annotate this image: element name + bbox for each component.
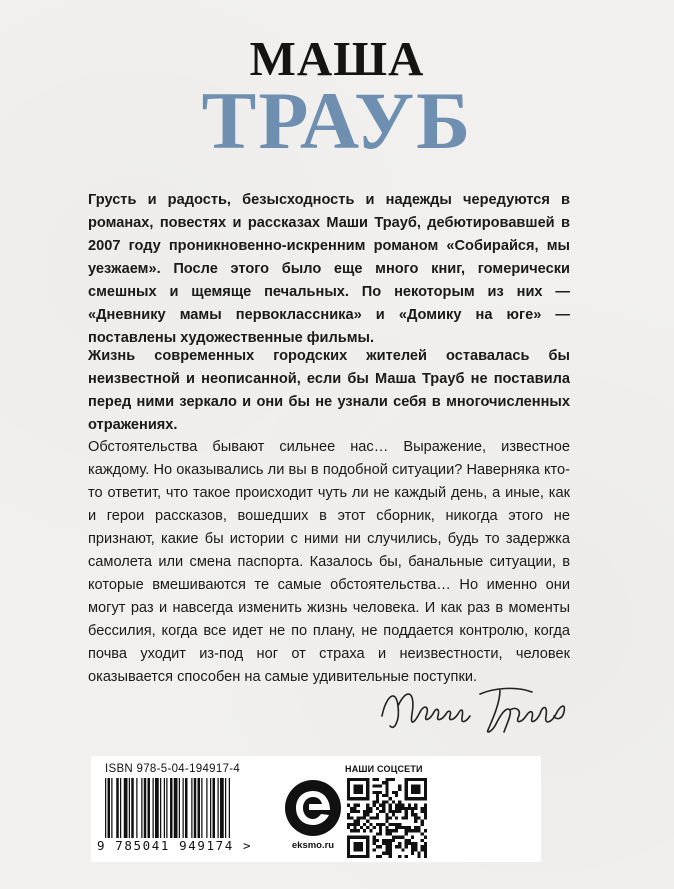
qr-module (389, 855, 392, 858)
barcode-bar (198, 778, 201, 838)
qr-module (395, 816, 398, 819)
qr-module (385, 816, 388, 819)
qr-module (389, 845, 392, 848)
qr-module (347, 826, 350, 829)
qr-module (398, 826, 401, 829)
qr-module (347, 804, 350, 807)
barcode-bar (164, 778, 165, 838)
qr-module (385, 778, 388, 781)
qr-module (392, 839, 395, 842)
qr-module (366, 813, 369, 816)
qr-module (398, 855, 401, 858)
qr-module (376, 797, 379, 800)
qr-module (417, 826, 420, 829)
qr-module (405, 842, 408, 845)
qr-module (408, 839, 411, 842)
qr-module (385, 820, 388, 823)
qr-module (373, 842, 376, 845)
qr-module (360, 816, 363, 819)
qr-module (417, 816, 420, 819)
qr-module (385, 848, 388, 851)
qr-module (421, 823, 424, 826)
qr-module (421, 820, 424, 823)
author-signature (376, 676, 576, 746)
qr-module (411, 848, 414, 851)
qr-module (353, 826, 356, 829)
qr-module (395, 829, 398, 832)
qr-module (421, 848, 424, 851)
qr-module (376, 784, 379, 787)
qr-module (389, 778, 392, 781)
qr-module (369, 807, 372, 810)
qr-module (389, 829, 392, 832)
qr-module (421, 810, 424, 813)
qr-module (405, 829, 408, 832)
qr-module (357, 820, 360, 823)
qr-module (373, 778, 376, 781)
qr-module (401, 816, 404, 819)
qr-module (414, 826, 417, 829)
qr-module (395, 794, 398, 797)
qr-module (424, 842, 427, 845)
qr-module (376, 791, 379, 794)
qr-module (363, 823, 366, 826)
qr-module (389, 804, 392, 807)
qr-module (401, 804, 404, 807)
qr-module (392, 778, 395, 781)
qr-module (401, 826, 404, 829)
qr-module (373, 826, 376, 829)
qr-module (357, 829, 360, 832)
qr-module (414, 845, 417, 848)
qr-module (408, 842, 411, 845)
qr-module (405, 855, 408, 858)
qr-module (382, 804, 385, 807)
qr-module (405, 826, 408, 829)
barcode-bar (213, 778, 216, 838)
qr-module (379, 845, 382, 848)
qr-module (357, 804, 360, 807)
qr-module (405, 839, 408, 842)
qr-module (379, 826, 382, 829)
qr-module (373, 804, 376, 807)
qr-module (389, 832, 392, 835)
barcode-bar (129, 778, 130, 838)
qr-module (376, 800, 379, 803)
qr-module (411, 842, 414, 845)
qr-module (353, 804, 356, 807)
qr-module (392, 823, 395, 826)
qr-module (379, 829, 382, 832)
qr-module (382, 807, 385, 810)
qr-module (398, 836, 401, 839)
qr-module (389, 842, 392, 845)
isbn-label: ISBN 978-5-04-194917-4 (105, 763, 241, 775)
qr-module (385, 791, 388, 794)
qr-module (405, 845, 408, 848)
qr-module (398, 800, 401, 803)
qr-module (350, 810, 353, 813)
author-first-name: МАША (249, 31, 425, 86)
qr-module (385, 800, 388, 803)
annotation-paragraph-1: Грусть и радость, безысходность и надежды чередуются в романах, повестях и рассказах Маши Трауб, дебютировавшей в 2007 году проникновенно-искренним романом «Собирайся, мы уезжаем». После этого было еще много книг, гомерически смешных и щемяще печальных. По некоторым из них — «Дневнику мамы первоклассника» и «Домику на юге» — поставлены художественные фильмы. (88, 192, 570, 346)
qr-module (360, 826, 363, 829)
qr-module (376, 778, 379, 781)
annotation-paragraph-2: Жизнь современных городских жителей оставалась бы неизвестной и неописанной, если бы Маша Трауб не поставила перед ними зеркало и они бы не узнали себя в многочисленных отражениях. (88, 348, 570, 433)
qr-module (395, 845, 398, 848)
qr-module (405, 813, 408, 816)
qr-module (357, 816, 360, 819)
qr-module (411, 810, 414, 813)
barcode-bar (201, 778, 202, 838)
annotation-paragraph-3: Обстоятельства бывают сильнее нас… Выражение, известное каждому. Но оказывались ли вы в подобной ситуации? Наверняка кто-то ответит, что такое происходит чуть ли не каждый день, а иные, как и герои рассказов, вошедших в этот сборник, никогда этого не признают, какие бы истории с ними ни случились, будь то задержка самолета или смена паспорта. Казалось бы, банальные ситуации, в которые вмешиваются те самые обстоятельства… Но именно они могут раз и навсегда изменить жизнь человека. И как раз в моменты бессилия, когда все идет не по плану, не поддается контролю, когда почва уходит из-под ног от страха и неизвестности, человек оказывается способен на самые удивительные поступки. (88, 439, 570, 685)
barcode-bar (111, 778, 112, 838)
qr-module (369, 829, 372, 832)
qr-module (414, 816, 417, 819)
qr-module (411, 836, 414, 839)
qr-module (392, 791, 395, 794)
qr-module (379, 810, 382, 813)
isbn-sticker (91, 756, 541, 862)
qr-module (392, 800, 395, 803)
qr-module (405, 816, 408, 819)
qr-module (385, 839, 388, 842)
qr-module (363, 813, 366, 816)
qr-module (382, 842, 385, 845)
qr-module (392, 810, 395, 813)
qr-module (424, 813, 427, 816)
qr-module (350, 807, 353, 810)
barcode-bar (105, 778, 106, 838)
qr-module (411, 829, 414, 832)
qr-module (398, 788, 401, 791)
qr-module (392, 829, 395, 832)
qr-module (398, 845, 401, 848)
qr-module (395, 791, 398, 794)
qr-module (357, 810, 360, 813)
qr-module (414, 848, 417, 851)
qr-module (414, 829, 417, 832)
qr-module (376, 807, 379, 810)
qr-module (405, 810, 408, 813)
barcode-bar (166, 778, 167, 838)
qr-module (421, 845, 424, 848)
qr-module (417, 852, 420, 855)
qr-module (405, 832, 408, 835)
qr-module (373, 784, 376, 787)
qr-module (373, 791, 376, 794)
qr-module (398, 810, 401, 813)
barcode-bar (144, 778, 147, 838)
qr-module (408, 826, 411, 829)
qr-module (385, 784, 388, 787)
qr-module (385, 832, 388, 835)
qr-module (421, 807, 424, 810)
qr-module (363, 829, 366, 832)
qr-module (376, 855, 379, 858)
qr-module (424, 852, 427, 855)
qr-module (363, 816, 366, 819)
qr-module (382, 839, 385, 842)
qr-module (421, 832, 424, 835)
qr-module (373, 839, 376, 842)
qr-module (385, 842, 388, 845)
qr-module (385, 788, 388, 791)
qr-module (382, 852, 385, 855)
qr-module (353, 784, 363, 794)
qr-module (385, 813, 388, 816)
qr-module (398, 804, 401, 807)
qr-module (373, 816, 376, 819)
barcode-bar (148, 778, 151, 838)
barcode-bar (136, 778, 137, 838)
qr-module (376, 794, 379, 797)
qr-module (353, 823, 356, 826)
qr-module (373, 836, 376, 839)
qr-module (379, 791, 382, 794)
barcode-bar (108, 778, 111, 838)
qr-module (408, 829, 411, 832)
qr-module (376, 816, 379, 819)
qr-module (376, 845, 379, 848)
qr-module (373, 800, 376, 803)
qr-module (366, 810, 369, 813)
barcode-bar (131, 778, 134, 838)
qr-module (398, 784, 401, 787)
qr-module (366, 820, 369, 823)
qr-module (389, 810, 392, 813)
qr-title: НАШИ СОЦСЕТИ (345, 764, 423, 774)
qr-module (350, 823, 353, 826)
qr-module (369, 810, 372, 813)
qr-module (414, 804, 417, 807)
qr-module (366, 826, 369, 829)
qr-module (385, 781, 388, 784)
barcode-bar (155, 778, 159, 838)
qr-module (350, 816, 353, 819)
qr-module (389, 852, 392, 855)
qr-module (424, 807, 427, 810)
qr-module (395, 807, 398, 810)
barcode-bar (229, 778, 230, 838)
qr-module (395, 826, 398, 829)
barcode-bar (191, 778, 192, 838)
qr-module (392, 836, 395, 839)
qr-module (382, 823, 385, 826)
qr-module (369, 823, 372, 826)
qr-module (385, 845, 388, 848)
barcode-bar (116, 778, 119, 838)
qr-module (392, 813, 395, 816)
qr-module (411, 807, 414, 810)
barcode-bar (194, 778, 197, 838)
author-last-name: ТРАУБ (201, 75, 473, 166)
qr-module (347, 813, 350, 816)
qr-module (385, 852, 388, 855)
qr-module (411, 813, 414, 816)
qr-module (379, 784, 382, 787)
qr-module (382, 810, 385, 813)
qr-module (411, 784, 421, 794)
qr-module (414, 820, 417, 823)
qr-module (366, 807, 369, 810)
qr-module (424, 836, 427, 839)
qr-module (395, 810, 398, 813)
barcode-bar (153, 778, 154, 838)
qr-module (389, 848, 392, 851)
eksmo-logo-icon (283, 778, 343, 838)
barcode-digits: 9 785041 949174 > (97, 838, 253, 853)
qr-module (347, 823, 350, 826)
qr-module (382, 781, 385, 784)
qr-module (411, 845, 414, 848)
qr-module (376, 813, 379, 816)
qr-module (398, 823, 401, 826)
qr-module (408, 807, 411, 810)
barcode-bar (160, 778, 161, 838)
qr-module (379, 823, 382, 826)
qr-module (414, 813, 417, 816)
qr-module (353, 810, 356, 813)
qr-module (389, 797, 392, 800)
barcode-bar (141, 778, 142, 838)
qr-module (424, 810, 427, 813)
qr-module (411, 852, 414, 855)
qr-module (347, 816, 350, 819)
qr-module (417, 855, 420, 858)
qr-module (353, 820, 356, 823)
qr-module (414, 842, 417, 845)
barcode-bar (174, 778, 178, 838)
qr-module (363, 810, 366, 813)
qr-module (424, 804, 427, 807)
barcode-bar (220, 778, 224, 838)
qr-module (357, 823, 360, 826)
qr-module (389, 807, 392, 810)
qr-module (405, 807, 408, 810)
qr-module (424, 816, 427, 819)
publisher-site: eksmo.ru (291, 840, 335, 851)
qr-module (395, 823, 398, 826)
qr-module (376, 832, 379, 835)
qr-module (389, 839, 392, 842)
barcode-bar (120, 778, 121, 838)
qr-module (424, 848, 427, 851)
qr-module (379, 804, 382, 807)
qr-module (385, 829, 388, 832)
qr-module (421, 839, 424, 842)
barcode-bar (210, 778, 211, 838)
qr-module (379, 832, 382, 835)
qr-module (401, 807, 404, 810)
qr-module (376, 839, 379, 842)
qr-module (408, 804, 411, 807)
barcode-bar (183, 778, 184, 838)
barcode-bar (179, 778, 180, 838)
barcode (105, 778, 281, 838)
qr-module (369, 816, 372, 819)
qr-module (389, 823, 392, 826)
qr-module (424, 829, 427, 832)
qr-module (398, 807, 401, 810)
qr-module (353, 829, 356, 832)
qr-module (373, 848, 376, 851)
barcode-bar (124, 778, 128, 838)
qr-code (347, 778, 427, 858)
qr-module (385, 826, 388, 829)
qr-module (395, 804, 398, 807)
qr-module (417, 829, 420, 832)
barcode-bar (185, 778, 188, 838)
barcode-bar (170, 778, 173, 838)
qr-module (353, 842, 363, 852)
barcode-bar (218, 778, 219, 838)
qr-module (389, 816, 392, 819)
qr-module (376, 823, 379, 826)
qr-module (382, 800, 385, 803)
qr-module (385, 794, 388, 797)
qr-module (379, 855, 382, 858)
qr-module (401, 836, 404, 839)
qr-module (414, 807, 417, 810)
barcode-bar (225, 778, 226, 838)
qr-module (424, 845, 427, 848)
qr-module (398, 842, 401, 845)
barcode-bar (206, 778, 207, 838)
qr-module (395, 836, 398, 839)
qr-module (353, 807, 356, 810)
qr-module (382, 794, 385, 797)
qr-module (401, 848, 404, 851)
qr-module (350, 829, 353, 832)
qr-module (424, 855, 427, 858)
qr-module (366, 804, 369, 807)
